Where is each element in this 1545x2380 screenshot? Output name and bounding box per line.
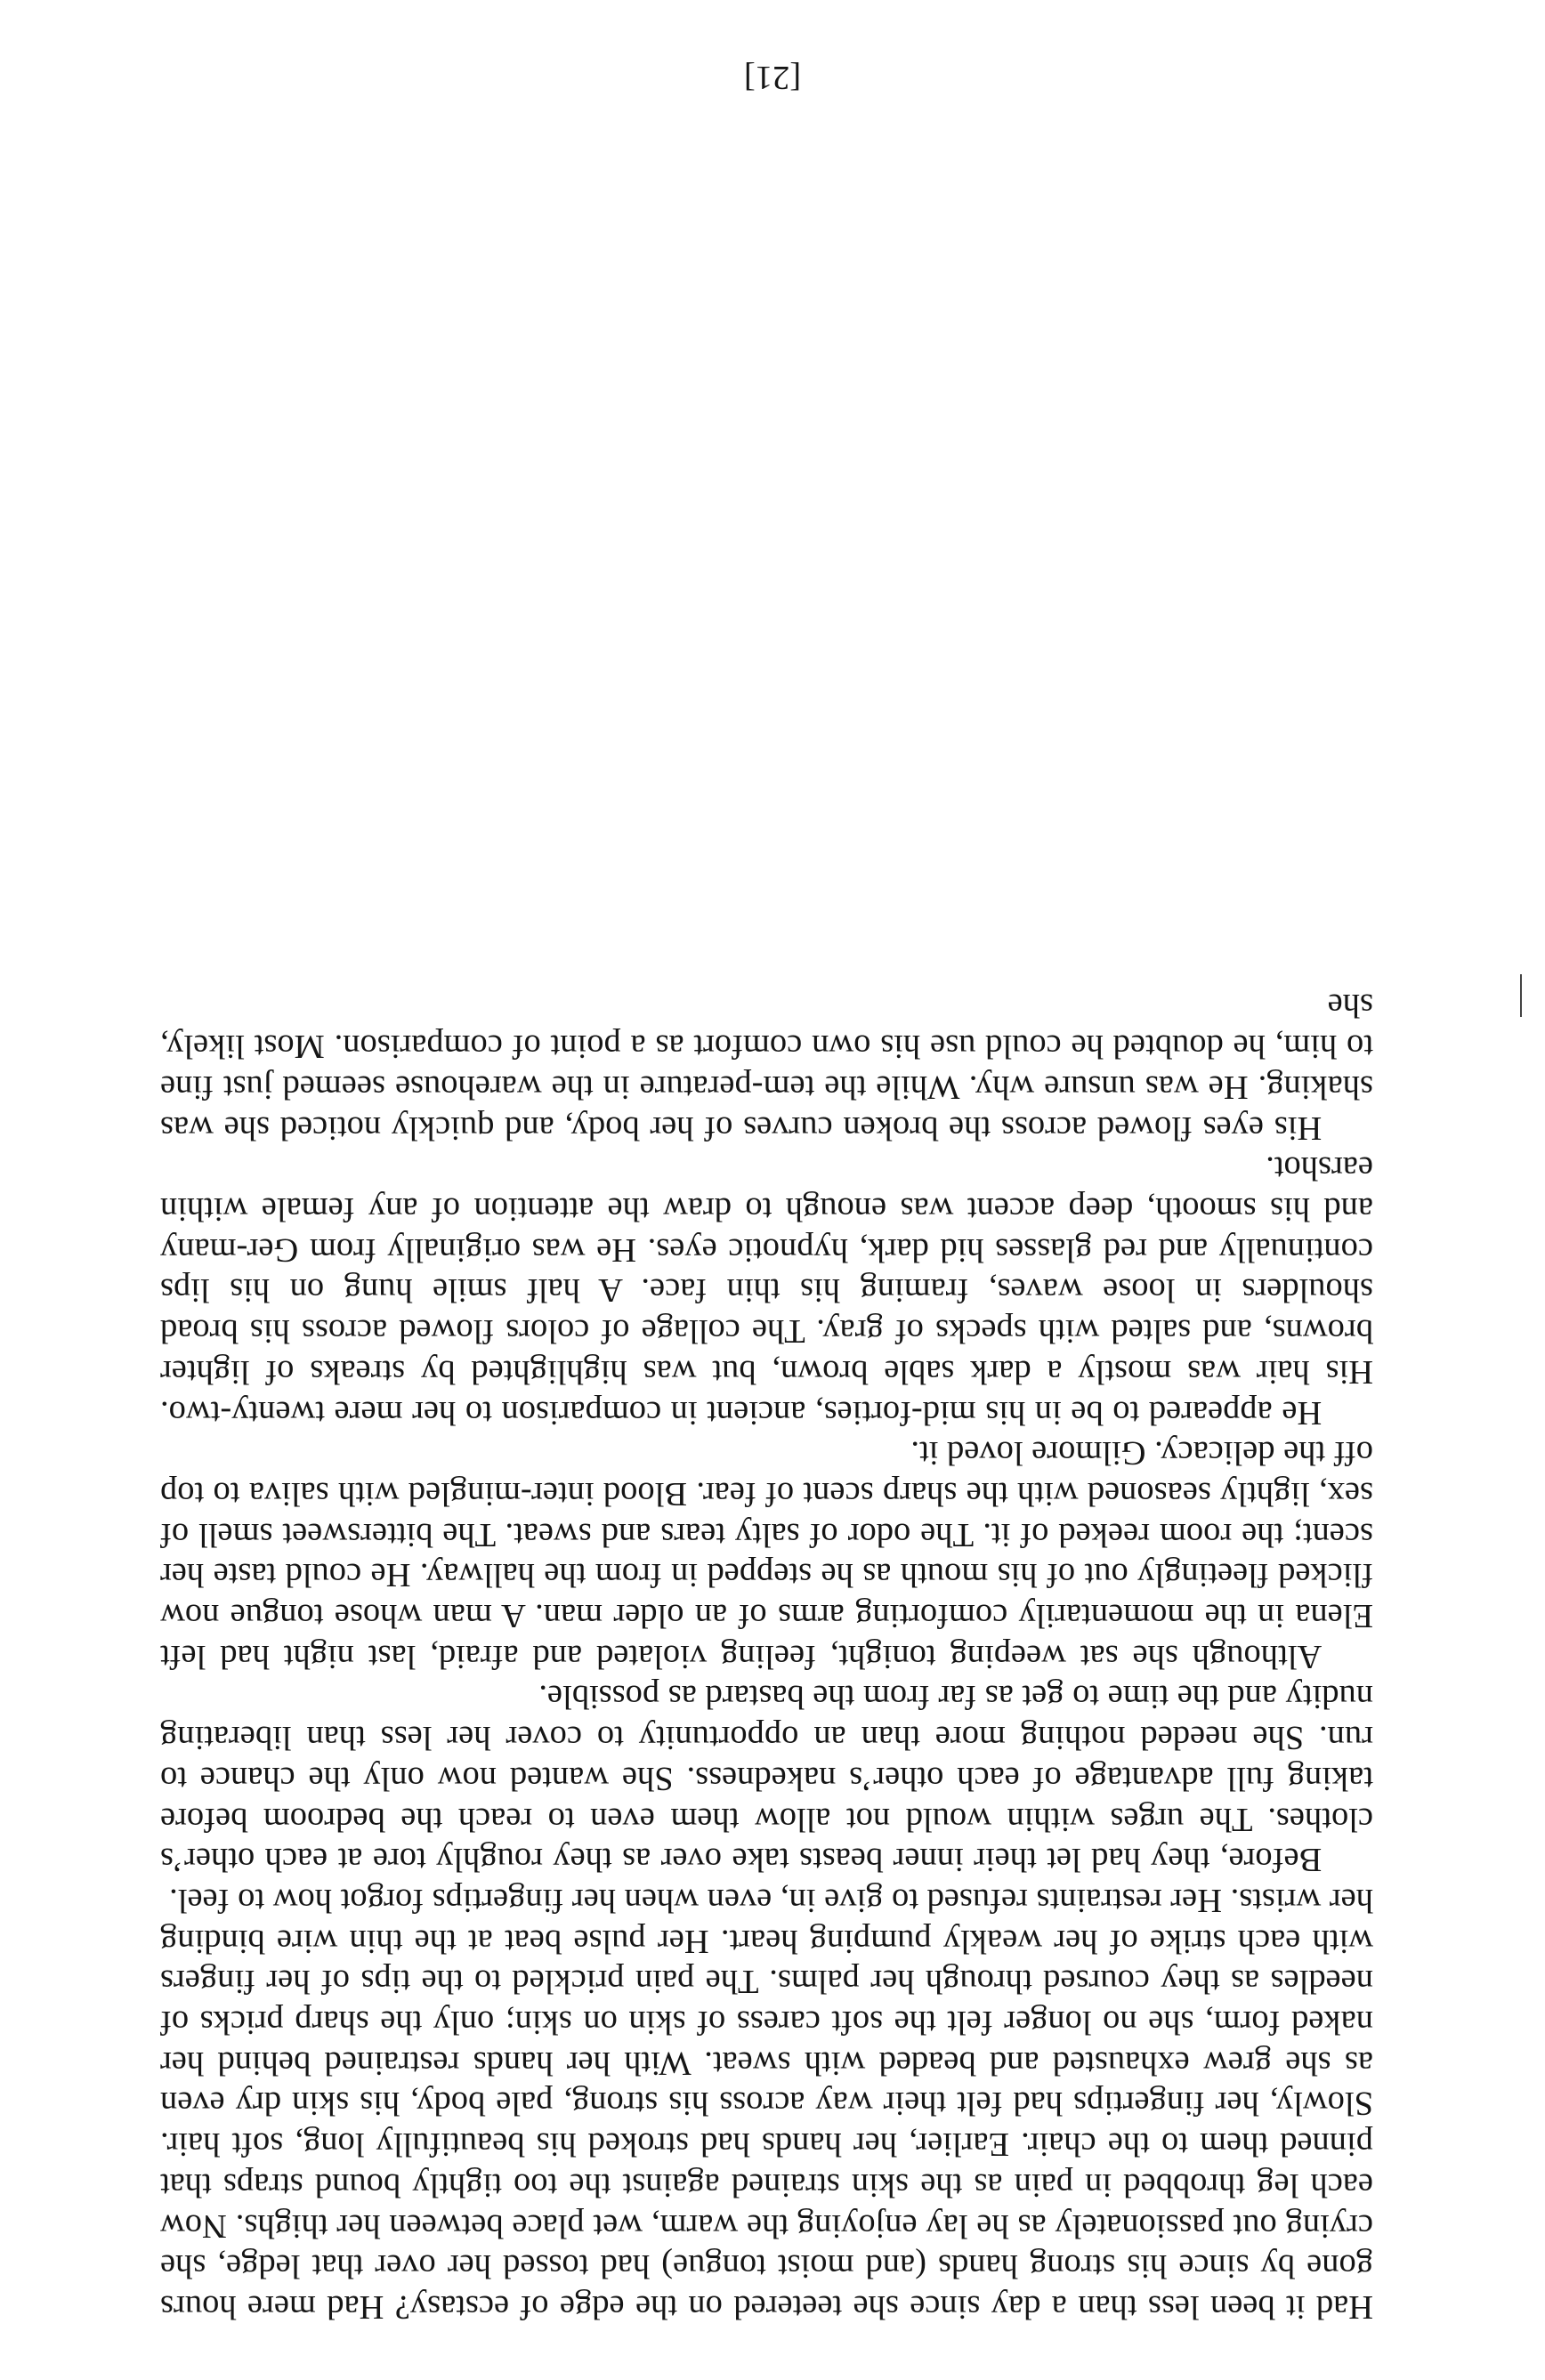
paragraph: Had it been less than a day since she teetered on the edge of ecstasy? Had mere hours gone by since his strong hands (and moist tongue) had tossed her over that ledge, she crying out passionately as he lay enjoying the warm, wet place between her thighs. Now each leg throbbed in pain as the skin strained against the too tightly bound straps that pinned them to the chair. Earlier, her hands had stroked his beautifully long, soft hair. Slowly, her fingertips had felt their way across his strong, pale body, his skin dry even as she grew exhausted and beaded with sweat. With her hands restrained behind her naked form, she no longer felt the soft caress of skin on skin; only the sharp pricks of needles as they coursed through her palms. The pain prickled to the tips of her fingers with each strike of her weakly pumping heart. Her pulse beat at the thin wire binding her wrists. Her restraints refused to give in, even when her fingertips forgot how to feel. — [160, 1881, 1373, 2326]
paragraph: He appeared to be in his mid-forties, ancient in comparison to her mere twenty-two. His hair was mostly a dark sable brown, but was highlighted by streaks of lighter browns, and salted with specks of gray. The collage of colors flowed across his broad shoulders in loose waves, framing his thin face. A half smile hung on his lips continually and red glasses hid dark, hypnotic eyes. He was originally from Ger-many and his smooth, deep accent was enough to draw the attention of any female within earshot. — [160, 1150, 1373, 1432]
scan-mark — [1520, 974, 1522, 1017]
paragraph: Although she sat weeping tonight, feeling violated and afraid, last night had left Elena in the momentarily comforting arms of an older man. A man whose tongue now flicked fleetingly out of his mouth as he stepped in from the hallway. He could taste her scent; the room reeked of it. The odor of salty tears and sweat. The bittersweet smell of sex, lightly seasoned with the sharp scent of fear. Blood inter-mingled with saliva to top off the delicacy. Gilmore loved it. — [160, 1434, 1373, 1675]
page-number: [21] — [743, 59, 802, 96]
paragraph: Before, they had let their inner beasts take over as they roughly tore at each other’s clothes. The urges within would not allow them even to reach the bedroom before taking full advantage of each other’s nakedness. She wanted now only the chance to run. She needed nothing more than an opportunity to cover her less than liberating nudity and the time to get as far from the bastard as possible. — [160, 1678, 1373, 1879]
paragraph: His eyes flowed across the broken curves of her body, and quickly noticed she was shaking. He was unsure why. While the tem-perature in the warehouse seemed just fine to him, he doubted he could use his own comfort as a point of comparison. Most likely, she — [160, 987, 1373, 1147]
body-text — [160, 985, 1373, 2327]
